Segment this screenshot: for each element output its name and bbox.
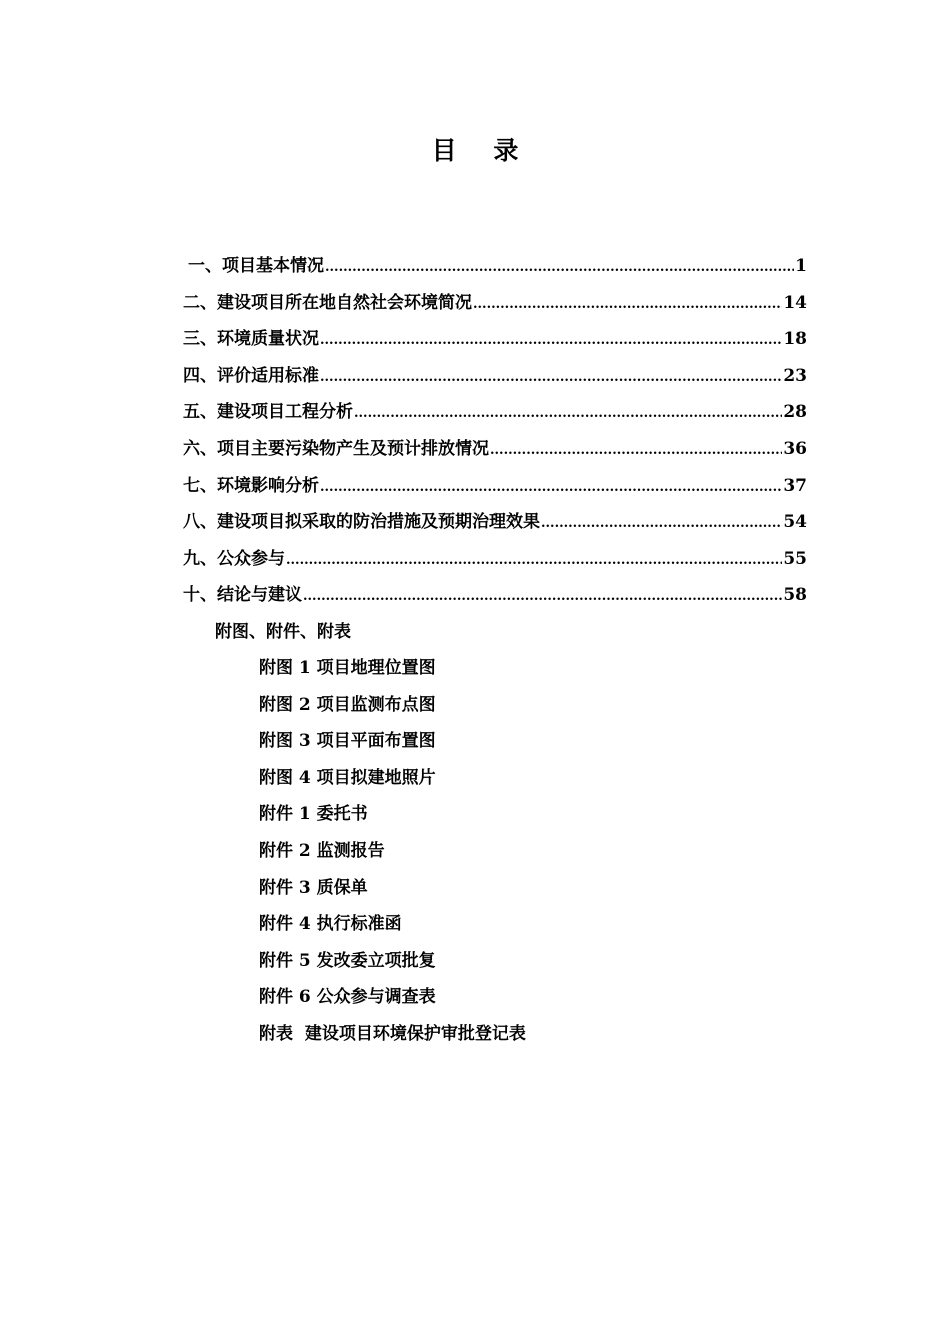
toc-entry-page: 14 [783,292,807,313]
toc-entry-label: 八、建设项目拟采取的防治措施及预期治理效果 [183,512,540,533]
appendix-item: 附表 建设项目环境保护审批登记表 [259,1023,526,1044]
appendix-item: 附件 3 质保单 [259,877,368,898]
appendix-list [259,650,526,1053]
toc-dot-leader [541,506,782,543]
page-title: 目 录 [431,136,533,165]
toc-entry-page: 28 [783,402,807,423]
toc-entry[interactable] [183,431,807,468]
toc-dot-leader [320,323,782,360]
toc-entry-label: 四、评价适用标准 [183,365,319,386]
appendix-item: 附件 6 公众参与调查表 [259,987,436,1008]
toc-entry[interactable] [183,577,807,614]
toc-dot-leader [473,287,782,324]
toc-entry-label: 五、建设项目工程分析 [183,402,353,423]
toc-entry[interactable] [183,285,807,322]
toc-entry[interactable] [183,394,807,431]
appendix-item: 附件 5 发改委立项批复 [259,950,436,971]
appendix-item: 附图 3 项目平面布置图 [259,731,436,752]
toc-dot-leader [303,579,782,616]
toc-entry-label: 六、项目主要污染物产生及预计排放情况 [183,438,489,459]
toc-entry-page: 23 [783,365,807,386]
toc-entry-label: 三、环境质量状况 [183,329,319,350]
toc-entry-label: 一、项目基本情况 [188,256,324,276]
toc-entry-label: 十、结论与建议 [183,585,302,606]
appendix-item: 附件 4 执行标准函 [259,914,402,935]
toc-entry[interactable] [183,358,807,395]
toc-entry[interactable] [183,504,807,541]
toc-entry-page: 55 [783,548,807,569]
toc-entry[interactable] [183,248,807,285]
toc-dot-leader [286,543,782,580]
toc-entry-page: 36 [783,438,807,459]
appendix-heading: 附图、附件、附表 [215,622,351,642]
toc-entry-page: 54 [783,512,807,533]
toc-dot-leader [320,470,782,507]
toc-entry[interactable] [183,468,807,505]
toc-entry-page: 18 [783,329,807,350]
appendix-item: 附图 2 项目监测布点图 [259,694,436,715]
appendix-item: 附件 2 监测报告 [259,840,385,861]
appendix-item: 附件 1 委托书 [259,804,368,825]
toc-entry-page: 58 [783,585,807,606]
toc-entry[interactable] [183,321,807,358]
toc-entry-page: 1 [795,256,807,276]
toc-entry-label: 七、环境影响分析 [183,475,319,496]
appendix-item: 附图 1 项目地理位置图 [259,658,436,678]
table-of-contents [183,248,807,614]
toc-entry-page: 37 [783,475,807,496]
toc-dot-leader [490,433,782,470]
toc-dot-leader [325,250,794,287]
toc-dot-leader [320,360,782,397]
toc-entry[interactable] [183,541,807,578]
appendix-item: 附图 4 项目拟建地照片 [259,767,436,788]
toc-dot-leader [354,396,782,433]
toc-entry-label: 二、建设项目所在地自然社会环境简况 [183,292,472,313]
toc-entry-label: 九、公众参与 [183,548,285,569]
